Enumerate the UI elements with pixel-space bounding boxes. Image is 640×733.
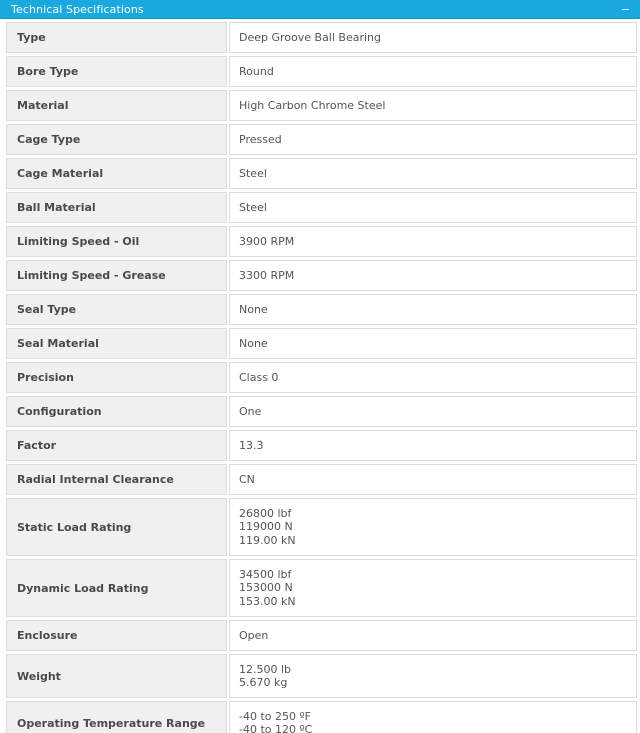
spec-value-line: 34500 lbf	[239, 567, 292, 581]
table-row	[6, 362, 637, 393]
spec-label: Weight	[6, 654, 227, 698]
spec-label: Cage Material	[6, 158, 227, 189]
spec-value-line: None	[239, 336, 268, 350]
table-row	[6, 294, 637, 325]
table-row	[6, 328, 637, 359]
spec-value	[229, 620, 637, 651]
spec-value	[229, 90, 637, 121]
spec-value	[229, 430, 637, 461]
spec-label: Bore Type	[6, 56, 227, 87]
table-row	[6, 464, 637, 495]
spec-value	[229, 654, 637, 698]
table-row	[6, 498, 637, 556]
spec-label: Seal Material	[6, 328, 227, 359]
spec-label: Ball Material	[6, 192, 227, 223]
spec-value-line: High Carbon Chrome Steel	[239, 98, 386, 112]
spec-value	[229, 396, 637, 427]
spec-label: Factor	[6, 430, 227, 461]
table-row	[6, 654, 637, 698]
spec-value	[229, 559, 637, 617]
spec-value-line: 5.670 kg	[239, 676, 288, 689]
table-row	[6, 620, 637, 651]
spec-value	[229, 260, 637, 291]
table-row	[6, 158, 637, 189]
spec-value	[229, 124, 637, 155]
spec-value	[229, 464, 637, 495]
specs-table	[0, 19, 640, 733]
spec-value	[229, 701, 637, 733]
spec-label: Configuration	[6, 396, 227, 427]
spec-value-line: Round	[239, 64, 274, 78]
spec-label: Operating Temperature Range	[6, 701, 227, 733]
spec-value-line: -40 to 120 ºC	[239, 723, 313, 733]
collapse-icon[interactable]: −	[620, 2, 630, 16]
table-row	[6, 260, 637, 291]
table-row	[6, 90, 637, 121]
spec-value-line: -40 to 250 ºF	[239, 709, 312, 723]
spec-value-line: 3900 RPM	[239, 234, 295, 248]
spec-value-line: CN	[239, 472, 255, 486]
spec-value-line: Pressed	[239, 132, 282, 146]
spec-value-line: Steel	[239, 200, 267, 214]
spec-label: Cage Type	[6, 124, 227, 155]
spec-value-line: Open	[239, 628, 269, 642]
spec-value	[229, 22, 637, 53]
spec-value	[229, 294, 637, 325]
spec-value-line: 153.00 kN	[239, 594, 296, 608]
spec-value	[229, 192, 637, 223]
spec-value	[229, 56, 637, 87]
spec-label: Precision	[6, 362, 227, 393]
spec-value-line: 119.00 kN	[239, 533, 296, 547]
table-row	[6, 124, 637, 155]
spec-value	[229, 158, 637, 189]
spec-label: Type	[6, 22, 227, 53]
spec-value-line: 26800 lbf	[239, 506, 292, 520]
spec-value	[229, 362, 637, 393]
spec-label: Static Load Rating	[6, 498, 227, 556]
spec-value-line: Steel	[239, 166, 267, 180]
spec-value-line: Class 0	[239, 370, 279, 384]
spec-value-line: 13.3	[239, 438, 264, 452]
panel-title: Technical Specifications	[11, 2, 144, 16]
spec-label: Limiting Speed - Oil	[6, 226, 227, 257]
spec-value-line: 119000 N	[239, 520, 293, 534]
spec-label: Dynamic Load Rating	[6, 559, 227, 617]
spec-label: Limiting Speed - Grease	[6, 260, 227, 291]
table-row	[6, 226, 637, 257]
spec-value-line: Deep Groove Ball Bearing	[239, 30, 382, 44]
spec-value-line: 12.500 lb	[239, 662, 292, 676]
table-row	[6, 22, 637, 53]
spec-value-line: 153000 N	[239, 581, 293, 595]
table-row	[6, 396, 637, 427]
spec-label: Enclosure	[6, 620, 227, 651]
spec-value-line: None	[239, 302, 268, 316]
spec-label: Seal Type	[6, 294, 227, 325]
spec-value	[229, 328, 637, 359]
table-row	[6, 192, 637, 223]
spec-value-line: 3300 RPM	[239, 268, 295, 282]
table-row	[6, 559, 637, 617]
spec-label: Radial Internal Clearance	[6, 464, 227, 495]
table-row	[6, 430, 637, 461]
panel-header[interactable]	[0, 0, 640, 19]
spec-value	[229, 498, 637, 556]
spec-value	[229, 226, 637, 257]
table-row	[6, 56, 637, 87]
spec-label: Material	[6, 90, 227, 121]
table-row	[6, 701, 637, 733]
spec-value-line: One	[239, 404, 262, 418]
